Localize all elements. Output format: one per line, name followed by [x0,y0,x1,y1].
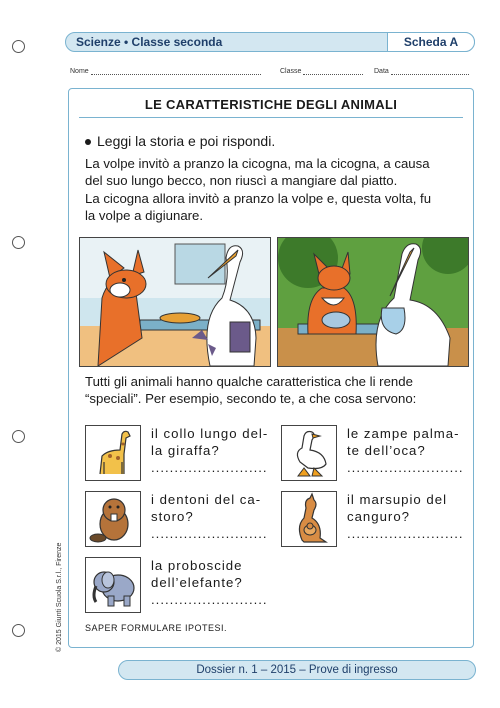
question-label: storo? [151,509,194,524]
question-text [85,373,465,407]
date-label: Data [374,68,389,75]
story-line: La cicogna allora invitò a pranzo la volpe e, questa volta, fu [85,190,432,206]
beaver-icon [85,491,141,547]
illustration-stork-hosts-fox [277,237,469,367]
page-title: LE CARATTERISTICHE DEGLI ANIMALI [144,97,398,112]
copyright-notice: © 2015 Giunti Scuola S.r.l., Firenze [56,542,63,652]
goose-icon [281,425,337,481]
binder-hole-4 [12,624,25,637]
date-field[interactable] [374,68,469,75]
answer-goose [347,425,464,476]
question-line: “speciali”. Per esempio, secondo te, a che cosa servono: [85,391,417,406]
answer-giraffe [151,425,268,476]
question-label: i dentoni del ca- [151,492,262,507]
question-line: Tutti gli animali hanno qualche caratteristica che li rende [85,374,413,389]
elephant-icon [85,557,141,613]
instruction [85,133,275,149]
question-label: dell’elefante? [151,575,243,590]
answer-beaver [151,491,268,542]
class-label: Classe [280,68,302,75]
question-label: la proboscide [151,558,243,573]
answer-line[interactable]: ......................... [151,526,268,541]
footer-bar: Dossier n. 1 – 2015 – Prove di ingresso [118,660,476,680]
name-field[interactable] [70,68,261,75]
question-label: le zampe palma- [347,426,460,441]
header-bar [65,32,475,52]
subject-label: Scienze • Classe seconda [76,35,223,49]
story-text [85,155,465,224]
question-label: canguro? [347,509,410,524]
answer-elephant [151,557,268,608]
question-label: la giraffa? [151,443,220,458]
answer-kangaroo [347,491,464,542]
class-field[interactable] [280,68,363,75]
story-line: del suo lungo becco, non riuscì a mangiare dal piatto. [85,173,398,189]
skill-label: SAPER FORMULARE IPOTESI. [85,623,228,633]
question-label: il collo lungo del- [151,426,269,441]
story-line: La volpe invitò a pranzo la cicogna, ma la cicogna, a causa [85,156,430,171]
answer-line[interactable]: ......................... [347,460,464,475]
sheet-tab: Scheda A [387,32,475,52]
giraffe-icon [85,425,141,481]
binder-hole-1 [12,40,25,53]
answer-line[interactable]: ......................... [347,526,464,541]
question-label: il marsupio del [347,492,448,507]
question-label: te dell’oca? [347,443,426,458]
kangaroo-icon [281,491,337,547]
answer-line[interactable]: ......................... [151,592,268,607]
story-line: la volpe a digiunare. [85,207,204,223]
instruction-text: Leggi la storia e poi rispondi. [97,133,276,149]
binder-hole-2 [12,236,25,249]
exercise-frame [68,88,474,648]
title-divider [79,117,463,118]
bullet-icon [85,139,91,145]
answer-line[interactable]: ......................... [151,460,268,475]
name-label: Nome [70,68,89,75]
binder-hole-3 [12,430,25,443]
illustration-fox-hosts-stork [79,237,271,367]
